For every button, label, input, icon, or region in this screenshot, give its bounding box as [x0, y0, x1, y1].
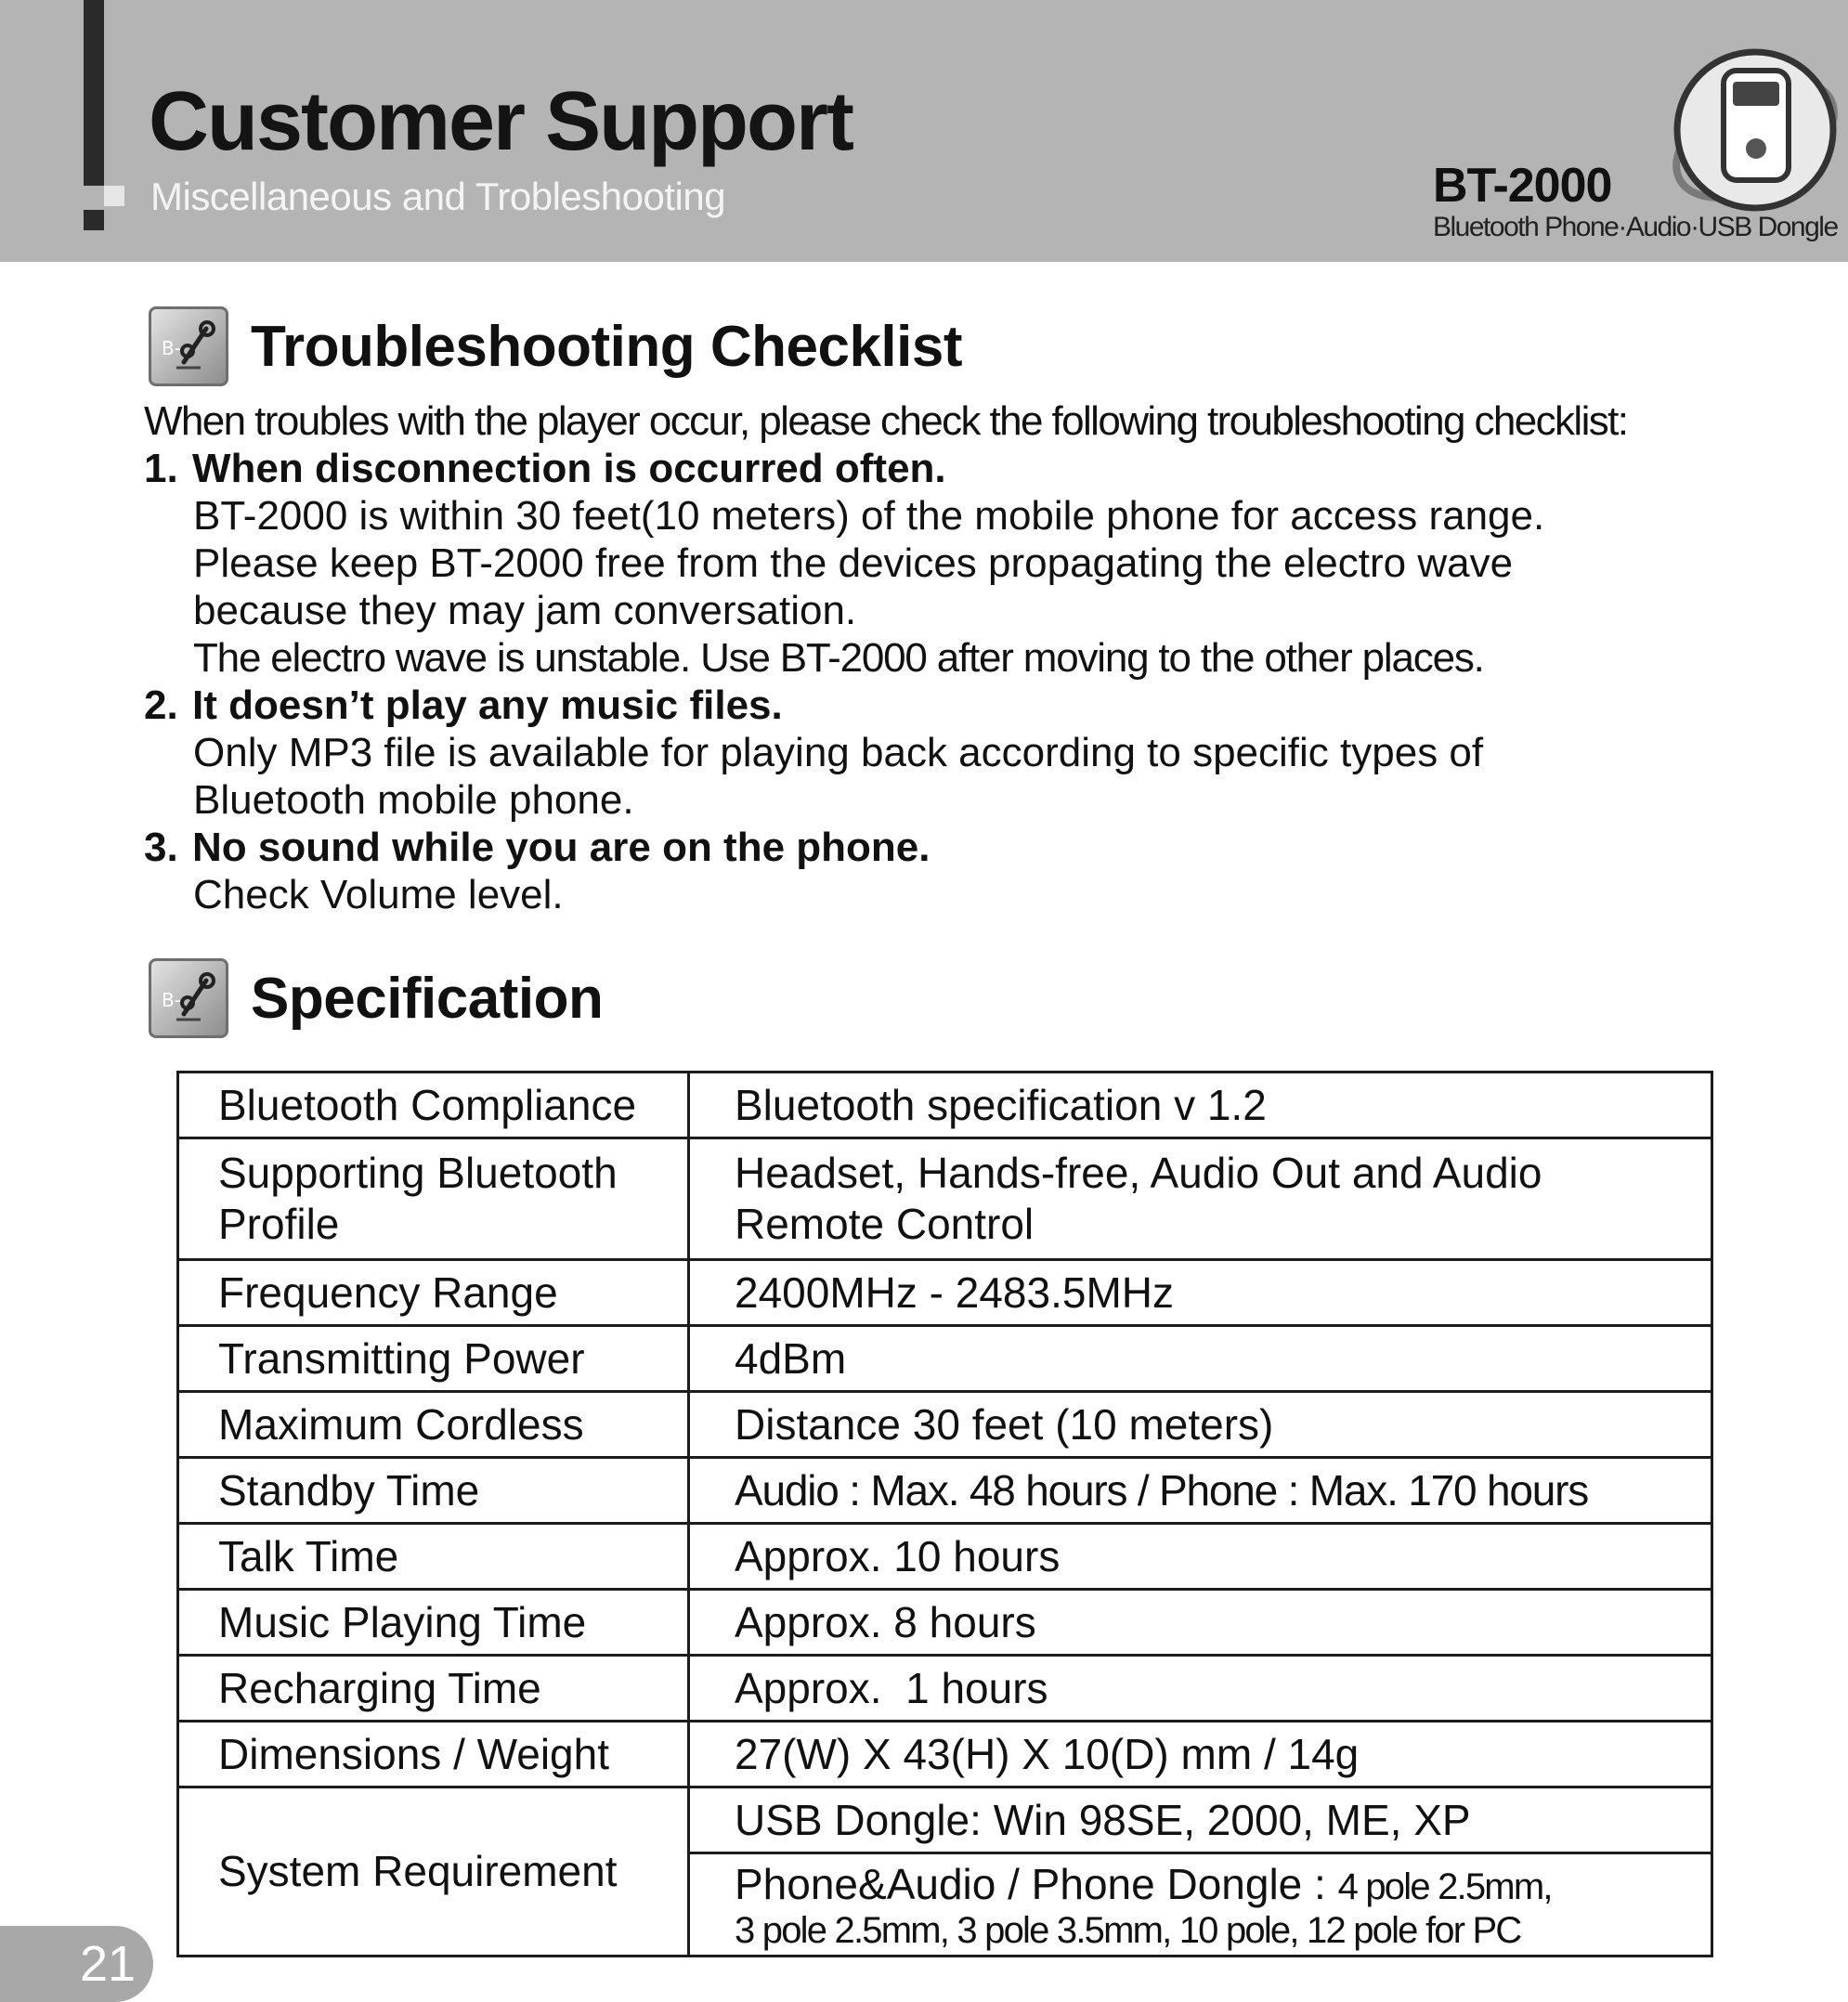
section-title: Troubleshooting Checklist: [251, 314, 963, 379]
spec-label: [178, 1138, 689, 1260]
spec-value: Bluetooth specification v 1.2: [689, 1072, 1712, 1138]
spec-label: Maximum Cordless: [178, 1392, 689, 1458]
item-line: because they may jam conversation.: [193, 588, 857, 633]
specification-table: [176, 1071, 1713, 1957]
item-line: Check Volume level.: [193, 872, 564, 917]
table-row: [178, 1524, 1712, 1590]
model-description: Bluetooth Phone·Audio·USB Dongle: [1433, 212, 1838, 242]
table-row: [178, 1392, 1712, 1458]
item-number: 1.: [144, 446, 178, 491]
spec-label: Frequency Range: [178, 1260, 689, 1326]
checklist-item-title: [144, 824, 1778, 871]
table-row: [178, 1138, 1712, 1260]
table-row: [178, 1326, 1712, 1392]
spec-label-line: Supporting Bluetooth: [218, 1149, 618, 1197]
spec-label: Bluetooth Compliance: [178, 1072, 689, 1138]
header-accent-square: [104, 186, 124, 206]
item-number: 3.: [144, 825, 178, 870]
spec-value: USB Dongle: Win 98SE, 2000, ME, XP: [689, 1788, 1712, 1853]
table-row: [178, 1590, 1712, 1656]
header-accent-square: [84, 210, 104, 230]
page-number-tab: [0, 1926, 153, 2002]
section-logo-icon: [149, 306, 228, 386]
header-accent-bar: [84, 0, 104, 186]
checklist-item-title: [144, 445, 1778, 492]
item-line: BT-2000 is within 30 feet(10 meters) of the mobile phone for access range.: [193, 493, 1545, 539]
spec-label: Transmitting Power: [178, 1326, 689, 1392]
checklist-item-title: [144, 682, 1778, 729]
item-number: 2.: [144, 682, 178, 728]
device-logo-icon: [1662, 37, 1848, 232]
spec-value-part: 4 pole 2.5mm,: [1337, 1866, 1552, 1907]
page-header: [0, 0, 1848, 262]
checklist-intro: When troubles with the player occur, please check the following troubleshooting checklist:: [144, 398, 1628, 444]
spec-value: 27(W) X 43(H) X 10(D) mm / 14g: [689, 1722, 1712, 1788]
table-row: [178, 1458, 1712, 1524]
item-line: The electro wave is unstable. Use BT-2000 after moving to the other places.: [193, 635, 1484, 681]
spec-label: Recharging Time: [178, 1656, 689, 1722]
spec-label: System Requirement: [178, 1788, 689, 1956]
svg-text:B-: B-: [162, 989, 181, 1011]
model-name: BT-2000: [1433, 159, 1612, 213]
item-line: Only MP3 file is available for playing back according to specific types of: [193, 730, 1484, 775]
spec-value-line: Headset, Hands-free, Audio Out and Audio: [735, 1149, 1542, 1197]
spec-value: 2400MHz - 2483.5MHz: [689, 1260, 1712, 1326]
table-row: [178, 1656, 1712, 1722]
svg-text:B-: B-: [162, 337, 181, 359]
checklist-item-body: [144, 871, 1778, 918]
section-logo-icon: [149, 958, 228, 1038]
spec-label: Talk Time: [178, 1524, 689, 1590]
spec-value-line: 3 pole 2.5mm, 3 pole 3.5mm, 10 pole, 12 pole for PC: [735, 1909, 1521, 1951]
table-row: [178, 1788, 1712, 1853]
item-title-text: When disconnection is occurred often.: [192, 446, 946, 491]
item-title-text: No sound while you are on the phone.: [192, 825, 931, 870]
item-line: Bluetooth mobile phone.: [193, 777, 634, 823]
table-row: [178, 1072, 1712, 1138]
table-row: [178, 1722, 1712, 1788]
spec-value: Distance 30 feet (10 meters): [689, 1392, 1712, 1458]
spec-value-line: Remote Control: [735, 1200, 1035, 1248]
spec-value: Audio : Max. 48 hours / Phone : Max. 170 hours: [689, 1458, 1712, 1524]
troubleshooting-checklist: [144, 397, 1778, 918]
spec-value: Approx. 1 hours: [689, 1656, 1712, 1722]
troubleshooting-heading: [149, 306, 962, 386]
section-title: Specification: [251, 966, 604, 1031]
spec-label: Dimensions / Weight: [178, 1722, 689, 1788]
checklist-item-body: [144, 492, 1778, 682]
page-title: Customer Support: [149, 75, 853, 168]
spec-value: [689, 1138, 1712, 1260]
specification-heading: [149, 958, 603, 1038]
page-subtitle: Miscellaneous and Trobleshooting: [150, 175, 726, 218]
spec-label: Music Playing Time: [178, 1590, 689, 1656]
spec-label-line: Profile: [218, 1200, 340, 1248]
spec-value-line: [735, 1859, 1711, 1910]
spec-value: 4dBm: [689, 1326, 1712, 1392]
spec-value: Approx. 10 hours: [689, 1524, 1712, 1590]
item-title-text: It doesn’t play any music files.: [192, 682, 783, 728]
spec-value-part: Phone&Audio / Phone Dongle :: [735, 1859, 1338, 1908]
item-line: Please keep BT-2000 free from the devices propagating the electro wave: [193, 540, 1514, 586]
spec-label: Standby Time: [178, 1458, 689, 1524]
page-number: 21: [80, 1936, 137, 1992]
spec-value: Approx. 8 hours: [689, 1590, 1712, 1656]
table-row: [178, 1260, 1712, 1326]
spec-value: [689, 1853, 1712, 1956]
checklist-item-body: [144, 729, 1778, 824]
